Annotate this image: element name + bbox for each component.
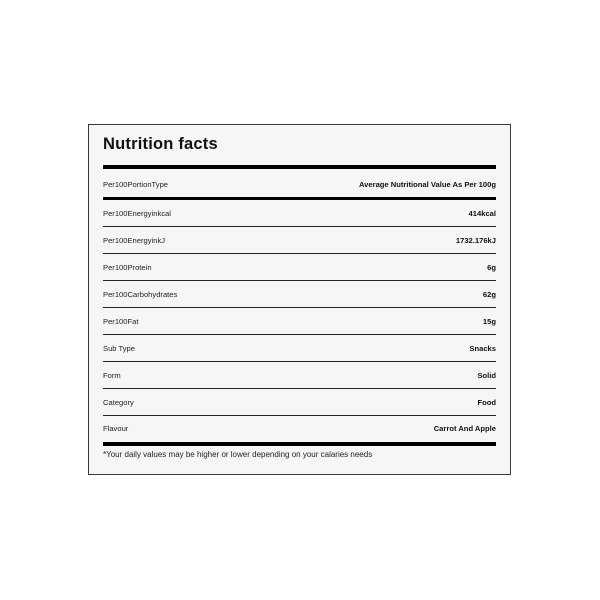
row-label-flavour: Flavour [103, 424, 129, 433]
row-label-sub-type: Sub Type [103, 343, 135, 353]
row-value-flavour: Carrot And Apple [433, 424, 496, 433]
header-row-label: Per100PortionType [103, 180, 169, 189]
table-row [103, 200, 496, 227]
nutrition-facts-panel [88, 124, 511, 475]
row-value-category: Food [477, 397, 496, 407]
title-divider [103, 165, 496, 169]
row-label-fat: Per100Fat [103, 316, 139, 326]
row-value-protein: 6g [487, 262, 496, 272]
footnote: *Your daily values may be higher or lower depending on your calaries needs [103, 450, 373, 459]
table-row [103, 415, 496, 442]
row-value-carbohydrates: 62g [482, 289, 496, 299]
header-row [103, 171, 496, 198]
row-value-form: Solid [477, 370, 496, 380]
table-row [103, 281, 496, 308]
table-row [103, 308, 496, 335]
row-label-energy-kcal: Per100Energyinkcal [103, 208, 171, 218]
table-row [103, 335, 496, 362]
row-label-category: Category [103, 397, 134, 407]
header-row-value: Average Nutritional Value As Per 100g [358, 180, 496, 189]
row-value-sub-type: Snacks [469, 343, 496, 353]
row-value-energy-kcal: 414kcal [468, 208, 496, 218]
table-row [103, 254, 496, 281]
footer-divider [103, 442, 496, 446]
row-label-protein: Per100Protein [103, 262, 152, 272]
panel-title: Nutrition facts [103, 135, 218, 153]
row-label-form: Form [103, 370, 121, 380]
table-row [103, 362, 496, 389]
row-value-fat: 15g [482, 316, 496, 326]
row-label-carbohydrates: Per100Carbohydrates [103, 289, 178, 299]
row-label-energy-kj: Per100EnergyinkJ [103, 235, 166, 245]
row-value-energy-kj: 1732.176kJ [455, 235, 496, 245]
table-row [103, 389, 496, 416]
table-row [103, 227, 496, 254]
